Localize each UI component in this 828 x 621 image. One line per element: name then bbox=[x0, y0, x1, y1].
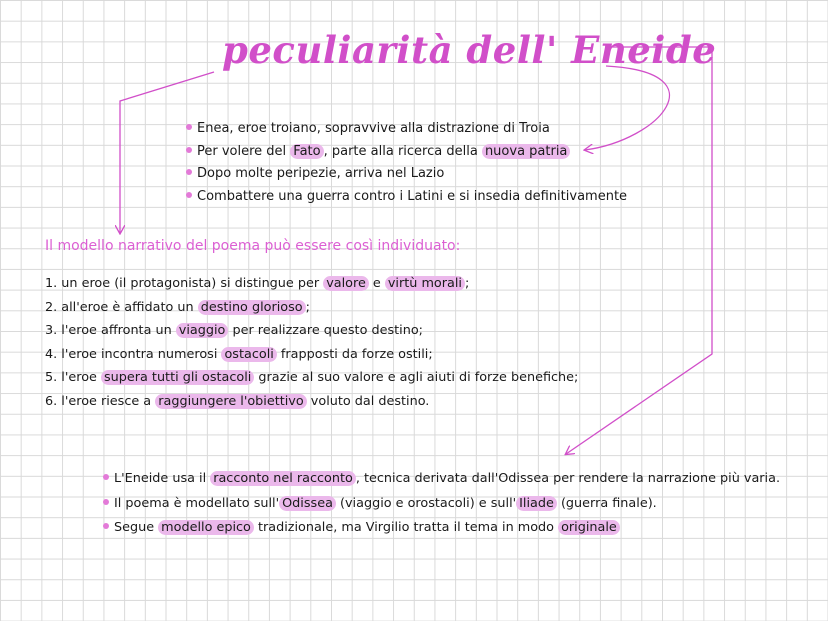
text-segment: Il poema è modellato sull' bbox=[114, 495, 280, 511]
bullet-icon bbox=[186, 169, 192, 175]
top-points-list bbox=[186, 118, 627, 208]
highlighted-text: Iliade bbox=[516, 496, 557, 511]
text-segment: 5. l'eroe bbox=[45, 370, 101, 386]
text-segment: frapposti da forze ostili; bbox=[276, 346, 433, 362]
text-segment: 6. l'eroe riesce a bbox=[45, 393, 156, 409]
text-segment: (guerra finale). bbox=[556, 495, 657, 511]
list-item bbox=[103, 467, 780, 492]
highlighted-text: ostacoli bbox=[221, 347, 276, 362]
text-segment: Per volere del bbox=[197, 143, 291, 159]
text-segment: Segue bbox=[114, 520, 159, 535]
steps-list bbox=[45, 272, 578, 414]
bullet-icon bbox=[103, 523, 109, 529]
text-segment: (viaggio e orostacoli) e sull' bbox=[335, 495, 517, 511]
text-segment: 3. l'eroe affronta un bbox=[45, 323, 176, 339]
text-segment: Enea, eroe troiano, sopravvive alla distrazione di Troia bbox=[197, 121, 550, 136]
highlighted-text: valore bbox=[323, 276, 369, 291]
text-segment: Combattere una guerra contro i Latini e si insedia definitivamente bbox=[197, 188, 628, 204]
list-item bbox=[186, 118, 627, 141]
bullet-icon bbox=[103, 499, 109, 505]
list-item bbox=[45, 343, 578, 367]
bullet-icon bbox=[186, 192, 192, 198]
list-item bbox=[186, 163, 627, 186]
text-segment: 4. l'eroe incontra numerosi bbox=[45, 346, 222, 362]
text-segment: e bbox=[368, 276, 385, 291]
highlighted-text: viaggio bbox=[176, 323, 229, 338]
highlighted-text: Odissea bbox=[279, 496, 336, 511]
list-item bbox=[45, 296, 578, 320]
bullet-icon bbox=[103, 474, 109, 480]
bottom-points-list bbox=[103, 467, 780, 541]
text-segment: , parte alla ricerca della bbox=[323, 143, 482, 159]
arrow-right bbox=[566, 47, 712, 454]
highlighted-text: virtù morali bbox=[385, 276, 465, 291]
text-segment: 2. all'eroe è affidato un bbox=[45, 299, 198, 315]
page-title: peculiarità dell' Eneide bbox=[222, 28, 717, 72]
text-segment: grazie al suo valore e agli aiuti di forze benefiche; bbox=[254, 370, 579, 386]
text-segment: ; bbox=[464, 276, 470, 291]
list-item bbox=[45, 366, 578, 390]
highlighted-text: modello epico bbox=[158, 520, 254, 535]
list-item bbox=[45, 319, 578, 343]
text-segment: L'Eneide usa il bbox=[114, 471, 211, 486]
highlighted-text: Fato bbox=[290, 144, 323, 159]
text-segment: per realizzare questo destino; bbox=[228, 323, 423, 339]
highlighted-text: raggiungere l'obiettivo bbox=[155, 394, 307, 409]
model-subtitle: Il modello narrativo del poema può essere così individuato: bbox=[45, 238, 461, 254]
highlighted-text: supera tutti gli ostacoli bbox=[101, 370, 254, 385]
text-segment: 1. un eroe (il protagonista) si distingue per bbox=[45, 276, 324, 291]
list-item bbox=[103, 492, 780, 517]
text-segment: , tecnica derivata dall'Odissea per rendere la narrazione più varia. bbox=[355, 471, 781, 486]
text-segment: voluto dal destino. bbox=[306, 393, 430, 409]
list-item bbox=[45, 272, 578, 296]
bullet-icon bbox=[186, 147, 192, 153]
list-item bbox=[186, 186, 627, 209]
list-item bbox=[45, 390, 578, 414]
text-segment: Dopo molte peripezie, arriva nel Lazio bbox=[197, 166, 445, 181]
text-segment: ; bbox=[305, 299, 310, 315]
text-segment: tradizionale, ma Virgilio tratta il tema in modo bbox=[253, 520, 559, 535]
list-item bbox=[103, 516, 780, 541]
list-item bbox=[186, 141, 627, 164]
highlighted-text: originale bbox=[558, 520, 620, 535]
highlighted-text: destino glorioso bbox=[198, 300, 306, 315]
highlighted-text: racconto nel racconto bbox=[210, 471, 356, 486]
highlighted-text: nuova patria bbox=[482, 144, 570, 159]
bullet-icon bbox=[186, 124, 192, 130]
